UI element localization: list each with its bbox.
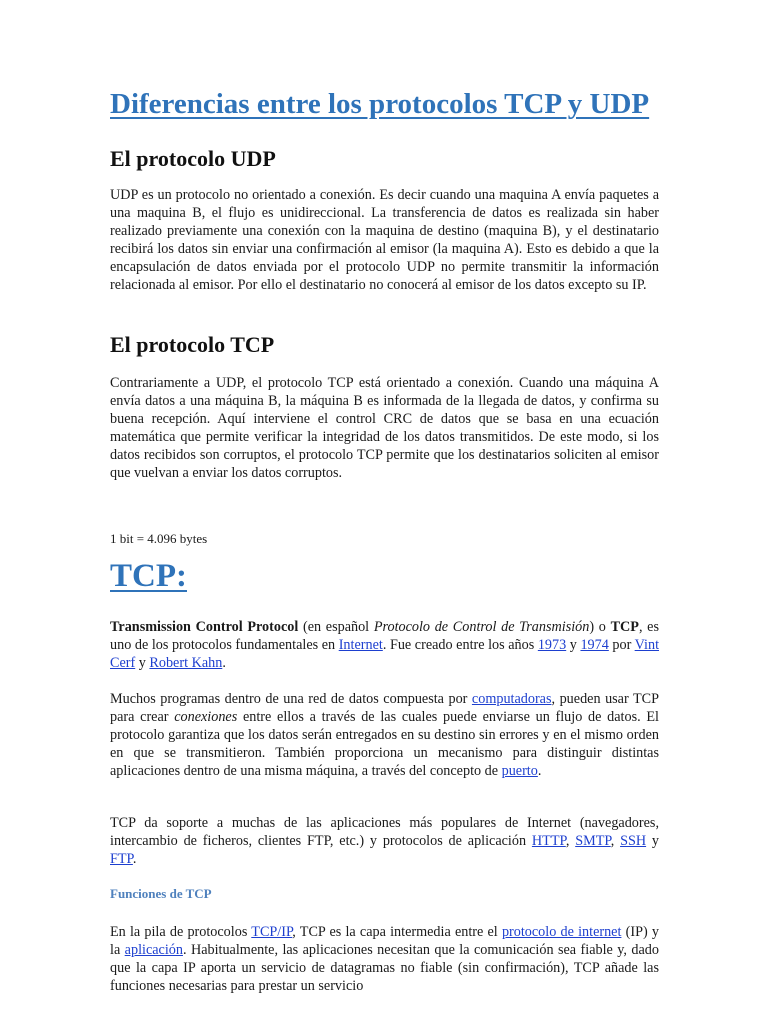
link-aplicacion[interactable]: aplicación: [124, 942, 183, 958]
link-ftp[interactable]: FTP: [110, 851, 133, 867]
text: (IP) y la: [110, 924, 659, 958]
link-http[interactable]: HTTP: [531, 833, 566, 849]
text: , es uno de los protocolos fundamentales en: [110, 619, 659, 653]
tcp-programs-paragraph: [110, 690, 659, 780]
text: ,: [610, 833, 621, 849]
text: .: [537, 763, 542, 779]
text: , pueden usar TCP para crear: [110, 691, 659, 725]
text: .: [222, 655, 226, 671]
text: por: [608, 637, 635, 653]
text: y: [646, 833, 660, 849]
link-vint-cerf[interactable]: Vint Cerf: [110, 637, 660, 671]
text: . Habitualmente, las aplicaciones necesitan que la comunicación sea fiable y, dado que la capa IP aporta un servicio de datagramas no fiable (sin confirmación), TCP añade las funciones necesarias para prestar un servicio: [110, 942, 659, 994]
bit-note: 1 bit = 4.096 bytes: [110, 531, 208, 546]
link-puerto[interactable]: puerto: [501, 763, 538, 779]
bold-term: Transmission Control Protocol: [110, 619, 299, 635]
link-tcp-ip[interactable]: TCP/IP: [251, 924, 293, 940]
link-ssh[interactable]: SSH: [620, 833, 647, 849]
italic-term: conexiones: [174, 709, 238, 725]
text: entre ellos a través de las cuales puede enviarse un flujo de datos. El protocolo garantiza que los datos serán entregados en su destino sin errores y en el mismo orden en que se transmitieron. También proporciona un mecanismo para distinguir distintas aplicaciones dentro de una misma máquina, a través del concepto de: [110, 709, 659, 779]
link-robert-kahn[interactable]: Robert Kahn: [149, 655, 223, 671]
tcp-support-paragraph: [110, 814, 659, 868]
text: TCP da soporte a muchas de las aplicaciones más populares de Internet (navegadores, intercambio de ficheros, clientes FTP, etc.) y protocolos de aplicación: [110, 815, 659, 849]
text: ) o: [589, 619, 611, 635]
tcp-stack-paragraph: [110, 923, 659, 995]
tcp-heading: El protocolo TCP: [110, 332, 275, 357]
udp-heading: El protocolo UDP: [110, 146, 276, 171]
text: . Fue creado entre los años: [382, 637, 538, 653]
link-smtp[interactable]: SMTP: [575, 833, 611, 849]
udp-paragraph: UDP es un protocolo no orientado a conexión. Es decir cuando una maquina A envía paquetes a una maquina B, el flujo es unidireccional. La transferencia de datos es realizada sin haber realizado previamente una conexión con la maquina de destino (maquina B), y el destinatario recibirá los datos sin enviar una confirmación al emisor (la maquina A). Esto es debido a que la encapsulación de datos enviada por el protocolo UDP no permite transmitir la información relacionada al emisor. Por ello el destinatario no conocerá al emisor de los datos excepto su IP.: [110, 187, 659, 293]
funciones-heading: Funciones de TCP: [110, 886, 212, 901]
tcp-paragraph: Contrariamente a UDP, el protocolo TCP está orientado a conexión. Cuando una máquina A envía datos a una máquina B, la máquina B es informada de la llegada de datos, y confirma su buena recepción. Aquí interviene el control CRC de datos que se basa en una ecuación matemática que permite verificar la integridad de los datos transmitidos. De este modo, si los datos recibidos son corruptos, el protocolo TCP permite que los destinatarios soliciten al emisor que vuelvan a enviar los datos corruptos.: [110, 375, 659, 481]
text: En la pila de protocolos: [110, 924, 252, 940]
italic-term: Protocolo de Control de Transmisión: [373, 619, 590, 635]
text: , TCP es la capa intermedia entre el: [292, 924, 502, 940]
page-title: Diferencias entre los protocolos TCP y UDP: [110, 88, 650, 120]
link-1974[interactable]: 1974: [580, 637, 609, 653]
link-protocolo-de-internet[interactable]: protocolo de internet: [501, 924, 622, 940]
text: .: [132, 851, 137, 867]
text: y: [135, 655, 150, 671]
text: ,: [565, 833, 576, 849]
text: Muchos programas dentro de una red de datos compuesta por: [110, 691, 472, 707]
tcp-section-title: TCP:: [110, 558, 187, 594]
link-computadoras[interactable]: computadoras: [471, 691, 552, 707]
text: y: [566, 637, 581, 653]
bold-term: TCP: [610, 619, 639, 635]
link-1973[interactable]: 1973: [537, 637, 567, 653]
tcp-definition-paragraph: [110, 618, 659, 672]
text: (en español: [298, 619, 374, 635]
link-internet[interactable]: Internet: [338, 637, 383, 653]
